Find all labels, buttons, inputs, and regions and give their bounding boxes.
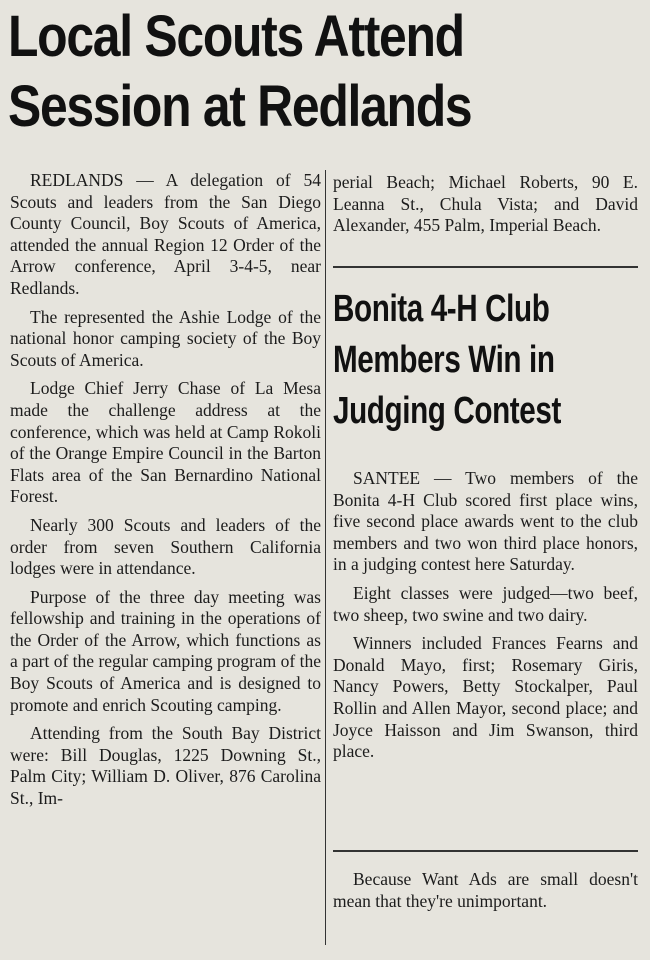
story1-continuation: perial Beach; Michael Roberts, 90 E. Leanna St., Chula Vista; and David Alexander, 455 Palm, Imperial Beach. bbox=[333, 172, 638, 236]
story1-paragraph: The represented the Ashie Lodge of the national honor camping society of the Boy Scouts of America. bbox=[10, 306, 321, 370]
filler-text: Because Want Ads are small doesn't mean that they're unimportant. bbox=[333, 869, 638, 911]
section-divider bbox=[333, 266, 638, 268]
story1-column bbox=[10, 170, 321, 817]
filler-column bbox=[333, 869, 638, 919]
story2-paragraph: Eight classes were judged—two beef, two sheep, two swine and two dairy. bbox=[333, 582, 638, 625]
story1-paragraph: Attending from the South Bay District were: Bill Douglas, 1225 Downing St., Palm City; William D. Oliver, 876 Carolina St., Im- bbox=[10, 723, 321, 809]
story1-continuation-column bbox=[333, 172, 638, 244]
story1-paragraph: Purpose of the three day meeting was fellowship and training in the operations of the Order of the Arrow, which functions as a part of the regular camping program of the Boy Scouts of America and is designed to promote and enrich Scouting camping. bbox=[10, 586, 321, 715]
story2-headline: Bonita 4-H Club Members Win in Judging Contest bbox=[333, 288, 561, 432]
story1-paragraph: Lodge Chief Jerry Chase of La Mesa made the challenge address at the conference, which was held at Camp Rokoli of the Orange Empire Council in the Barton Flats area of the San Bernardino National Forest. bbox=[10, 378, 321, 507]
section-divider bbox=[333, 850, 638, 852]
story2-column bbox=[333, 468, 638, 770]
story1-paragraph: REDLANDS — A delegation of 54 Scouts and leaders from the San Diego County Council, Boy Scouts of America, attended the annual Region 12 Order of the Arrow conference, April 3-4-5, near Redlands. bbox=[10, 170, 321, 298]
story1-paragraph: Nearly 300 Scouts and leaders of the order from seven Southern California lodges were in attendance. bbox=[10, 514, 321, 579]
main-headline: Local Scouts Attend Session at Redlands bbox=[8, 4, 472, 139]
story2-paragraph: Winners included Frances Fearns and Donald Mayo, first; Rosemary Giris, Nancy Powers, Betty Stockalper, Paul Rollin and Allen Mayor, second place; and Joyce Haisson and Jim Swanson, third place. bbox=[333, 633, 638, 762]
story2-paragraph: SANTEE — Two members of the Bonita 4-H Club scored first place wins, five second place awards went to the club members and two won third place honors, in a judging contest here Saturday. bbox=[333, 468, 638, 575]
column-divider bbox=[325, 170, 326, 945]
